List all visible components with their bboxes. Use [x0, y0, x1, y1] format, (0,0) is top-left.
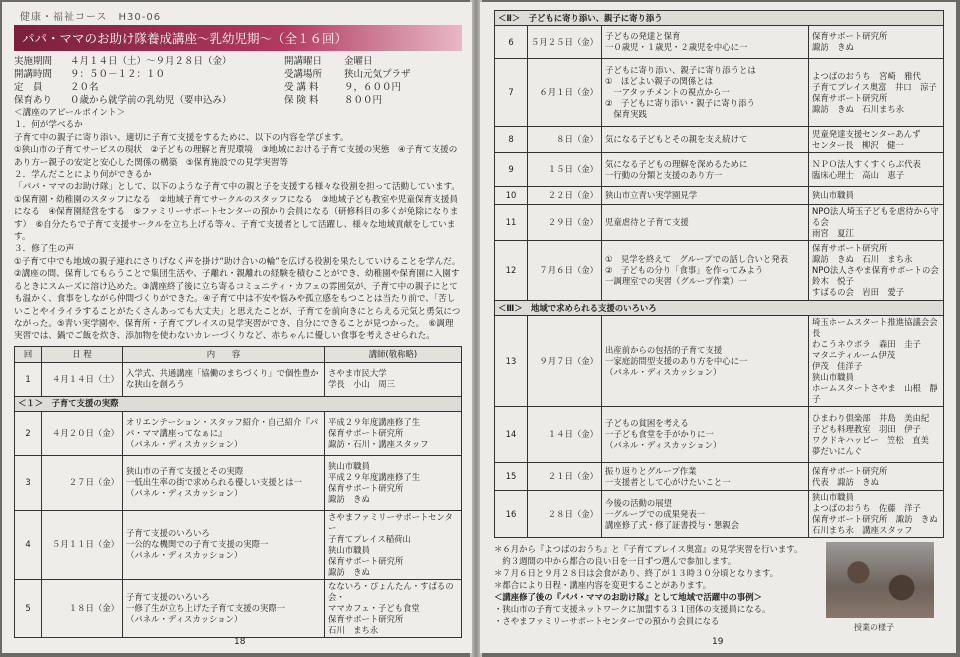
session-lecturer: 児童発達支援センターあんず センター長 柳沢 健一	[809, 127, 944, 153]
session-lecturer: 保育サポート研究所 諏訪 きぬ 石川 まち永 NPO法人さやま保育サポートの会 鈴木 悦子 すばるの会 岩田 愛子	[809, 241, 944, 301]
session-content: 入学式、共通講座「協働のまちづくり」で個性豊かな狭山を創ろう	[123, 362, 325, 396]
session-date: １４日（金）	[528, 407, 602, 463]
session-content: 気になる子どもの理解を深めるために 一行動の分類と支援のあり方一	[602, 153, 809, 187]
table-row	[495, 491, 944, 538]
session-lecturer: 狭山市職員 平成２９年度講座修了生 保育サポート研究所 諏訪 きぬ	[325, 455, 462, 510]
session-content: 子育て支援のいろいろ 一修了生が立ち上げた子育て支援の実際一 （パネル・ディスカッション）	[123, 579, 325, 637]
info-row	[14, 68, 284, 81]
session-date: ２７日（金）	[42, 455, 123, 510]
info-row	[284, 68, 411, 81]
note-line: ・狭山市の子育て支援ネットワークに加盟する３１団体の支援員になる。	[494, 604, 771, 614]
section-title: ＜Ⅱ＞ 子どもに寄り添い、親子に寄り添う	[495, 11, 944, 26]
session-no: 7	[495, 59, 528, 127]
table-row	[15, 579, 462, 637]
note-line: ＊７月６日と９月２８日は会食があり、終了が１３時３０分頃となります。	[494, 568, 779, 578]
class-photo	[826, 542, 934, 618]
session-content: 狭山市立青い実学園見学	[602, 187, 809, 205]
col-header-lecturer: 講師(敬称略)	[325, 346, 462, 362]
session-date: ６月１日（金）	[528, 59, 602, 127]
info-row	[14, 55, 284, 68]
info-key: 実施期間	[14, 56, 53, 67]
session-no: 5	[15, 579, 42, 637]
table-row	[15, 510, 462, 579]
appeal-paragraph: 子育て中の親子に寄り添い、適切に子育て支援をするために、以下の内容を学びます。	[14, 132, 349, 143]
session-no: 1	[15, 362, 42, 396]
session-lecturer: ＮＰＯ法人すくすくらぶ代表 臨床心理士 高山 恵子	[809, 153, 944, 187]
appeal-paragraph: ３．修了生の声	[14, 244, 75, 255]
info-key: 保 険 料	[284, 95, 319, 106]
page-right	[480, 2, 956, 653]
info-key: 受講場所	[284, 69, 323, 80]
table-row	[495, 463, 944, 491]
page-left	[2, 2, 472, 653]
schedule-table-right	[494, 10, 944, 538]
session-lecturer: 狭山市職員	[809, 187, 944, 205]
info-key: 定 員	[14, 82, 43, 93]
col-header-no: 回	[15, 346, 42, 362]
session-no: 16	[495, 491, 528, 538]
appeal-paragraph: ①子育て中でも地域の親子連れにさりげなく声を掛け“助け合いの輪”を広げる役割を果たしていけることを学んだ。②講座の間、保育してもらうことで集団生活や、子離れ・親離れの経験を積むことができ、幼稚園や保育園に入園するときにスムーズに溶け込めた。③講座終了後に立ち寄るコミュニティ・カフェの雰囲気が、子育て中の親子にとても温かく、食事をしながら仲間づくりができた。④子育て中は不安や悩みや孤立感をもつことは当たり前で、「苦しいことやイライラすることがたくさんあっても大丈夫」と思えたことが、子育てを前向きにとらえる元気と勇気につながった。⑤青い実学園や、保育所・子育てプレイスの見学実習ができ、自分にできることが見つかった。 ⑥調理実習では、鍋でご飯を炊き、添加物を使わないカレーづくりなど、赤ちゃんに優しい食事を考えさせられた。	[14, 256, 461, 342]
session-no: 15	[495, 463, 528, 491]
col-header-date: 日 程	[42, 346, 123, 362]
session-no: 12	[495, 241, 528, 301]
session-content: 子育て支援のいろいろ 一公的な機関での子育て支援の実際一 （パネル・ディスカッション）	[123, 510, 325, 579]
info-key: 開講時間	[14, 69, 53, 80]
session-date: １８日（金）	[42, 579, 123, 637]
section-title: ＜Ⅲ＞ 地域で求められる支援のいろいろ	[495, 301, 944, 316]
session-content: 気になる子どもとその親を支え続けて	[602, 127, 809, 153]
session-lecturer: NPO法人埼玉子どもを虐待から守る会 雨宮 夏江	[809, 205, 944, 241]
session-date: ２９日（金）	[528, 205, 602, 241]
session-content: 児童虐待と子育て支援	[602, 205, 809, 241]
appeal-paragraph: 「パパ・ママのお助け隊」として、以下のような子育て中の親と子を支援する様々な役割を担って活動しています。①保育園・幼稚園のスタッフになる ②地域子育てサークルのスタッフになる ③地域子ども教室や児童保育支援員になる ④保育園経営をする ⑤ファミリーサポートセンターの預かり会員になる（研修科目の多くが免除になります） ⑥自分たちで子育て支援サークルを立ち上げる等々、子育て支援者として活躍し、様々な地域貢献をしています。	[14, 182, 461, 243]
page-number: 18	[234, 637, 246, 647]
info-key: 保育あり	[14, 95, 53, 106]
info-row	[284, 55, 411, 68]
session-lecturer: 狭山市職員 よつばのおうち 佐藤 洋子 保育サポート研究所 諏訪 きぬ 石川まち永 講座スタッフ	[809, 491, 944, 538]
info-row	[14, 81, 284, 94]
section-title: ＜１＞ 子育て支援の実際	[15, 396, 462, 411]
note-line: ＊都合により日程・講座内容を変更することがあります。	[494, 580, 712, 590]
table-row	[495, 205, 944, 241]
appeal-paragraph: ２．学んだことにより何ができるか	[14, 170, 152, 181]
session-lecturer: 保育サポート研究所 代表 諏訪 きぬ	[809, 463, 944, 491]
table-row	[15, 455, 462, 510]
note-line: ・さやまファミリーサポートセンターでの預かり会員になる	[494, 616, 720, 626]
info-value: ９：５０－１２：１０	[70, 69, 166, 80]
session-no: 2	[15, 411, 42, 455]
info-value: 狭山元気プラザ	[344, 69, 411, 80]
session-date: ４月２０日（金）	[42, 411, 123, 455]
info-value: ０歳から就学前の乳幼児（要申込み）	[70, 95, 232, 106]
appeal-paragraph: ＜講座のアピールポイント＞	[14, 108, 126, 118]
session-content: 狭山市の子育て支援とその実際 一低出生率の街で求められる優しい支援とは一 （パネル・ディスカッション）	[123, 455, 325, 510]
session-content: オリエンテーション・スタッフ紹介・自己紹介『パパ・ママ講座ってなぁに』 （パネル・ディスカッション）	[123, 411, 325, 455]
info-row	[284, 81, 411, 94]
session-date: ２２日（金）	[528, 187, 602, 205]
session-no: 11	[495, 205, 528, 241]
info-key: 受 講 料	[284, 82, 319, 93]
appeal-points	[14, 107, 462, 343]
table-row	[495, 153, 944, 187]
session-no: 8	[495, 127, 528, 153]
session-lecturer: 保育サポート研究所 諏訪 きぬ	[809, 26, 944, 59]
course-label: 健康・福祉コース H30-06	[20, 12, 162, 23]
table-row	[15, 411, 462, 455]
session-content: 今後の活動の展望 一グループでの成果発表一 講座修了式・修了証書授与・懇親会	[602, 491, 809, 538]
table-row	[15, 362, 462, 396]
section-row	[15, 396, 462, 411]
session-date: ２８日（金）	[528, 491, 602, 538]
section-row	[495, 301, 944, 316]
info-left-column	[14, 55, 284, 107]
session-no: 10	[495, 187, 528, 205]
note-line: 約３週間の中から都合の良い日を一日ずつ選んで参加します。	[494, 556, 737, 566]
session-date: ２１日（金）	[528, 463, 602, 491]
info-value: ８００円	[344, 95, 383, 106]
session-date: １５日（金）	[528, 153, 602, 187]
table-header-row	[15, 346, 462, 362]
table-row	[495, 26, 944, 59]
appeal-paragraph: １．何が学べるか	[14, 120, 83, 131]
course-title-banner: パパ・ママのお助け隊養成講座～乳幼児期～（全１６回）	[14, 25, 462, 51]
course-info	[14, 55, 462, 107]
session-lecturer: 埼玉ホームスタート推進協議会会長 わこうネウボラ 森田 圭子 マタニティルーム伊茂 伊茂 佳洋子 狭山市職員 ホームスタートさやま 山根 靜子	[809, 316, 944, 407]
session-date: ５月２５日（金）	[528, 26, 602, 59]
session-lecturer: さやま市民大学 学長 小山 周三	[325, 362, 462, 396]
session-lecturer: ひまわり倶楽部 井島 美由紀 子ども料理教室 羽田 伊子 ワクドキハッピー 笠松 直美 夢だいにんぐ	[809, 407, 944, 463]
schedule-table-left	[14, 346, 462, 638]
session-no: 14	[495, 407, 528, 463]
session-no: 3	[15, 455, 42, 510]
info-value: ９，６００円	[344, 82, 402, 93]
session-content: 振り返りとグループ作業 一支援者として心がけたいこと一	[602, 463, 809, 491]
session-content: 子どもの発達と保育 一０歳児・１歳児・２歳児を中心に一	[602, 26, 809, 59]
info-row	[14, 94, 284, 107]
info-value: 金曜日	[344, 56, 373, 67]
table-row	[495, 241, 944, 301]
note-line: ＜講座修了後の『パパ・ママのお助け隊』として地域で活躍中の事例＞	[494, 592, 762, 602]
info-right-column	[284, 55, 411, 107]
photo-caption: 授業の様子	[854, 623, 894, 632]
session-date: ４月１４日（土）	[42, 362, 123, 396]
table-row	[495, 316, 944, 407]
session-content: ① 見学を終えて グループでの話し合いと発表 ② 子どもの分り「食事」を作ってみよう 一調理室での実習（グループ作業）一	[602, 241, 809, 301]
table-row	[495, 407, 944, 463]
info-value: ４月１４日（土）～９月２８日（金）	[70, 56, 232, 67]
info-row	[284, 94, 411, 107]
session-lecturer: なないろ・ぴょんたん・すばるの会・ ママカフェ・子ども食堂 保育サポート研究所 石川 まち永	[325, 579, 462, 637]
session-no: 6	[495, 26, 528, 59]
session-no: 9	[495, 153, 528, 187]
section-row	[495, 11, 944, 26]
session-date: ７月６日（金）	[528, 241, 602, 301]
session-no: 4	[15, 510, 42, 579]
appeal-paragraph: ①狭山市の子育てサービスの現状 ②子どもの理解と育児環境 ③地域における子育て支援の実態 ④子育て支援のあり方ー親子の安定と安心した関係の構築 ⑤保育施設での見学実習等	[14, 145, 458, 168]
table-row	[495, 127, 944, 153]
note-line: ＊６月から『よつばのおうち』と『子育てプレイス奥富』の見学実習を行います。	[494, 544, 803, 554]
session-content: 子どもの貧困を考える 一子ども食堂を手がかりに一 （パネル・ディスカッション）	[602, 407, 809, 463]
table-row	[495, 59, 944, 127]
session-lecturer: よつばのおうち 宮崎 雅代 子育てプレイス奥富 井口 涼子 保育サポート研究所 諏訪 きぬ 石川まち永	[809, 59, 944, 127]
session-lecturer: さやまファミリーサポートセンター 子育てプレイス稲荷山 狭山市職員 保育サポート研究所 諏訪 きぬ	[325, 510, 462, 579]
page-number: 19	[712, 637, 724, 647]
info-key: 開講曜日	[284, 56, 323, 67]
session-no: 13	[495, 316, 528, 407]
session-date: ８日（金）	[528, 127, 602, 153]
session-content: 子どもに寄り添い、親子に寄り添うとは ① ほどよい親子の関係とは 一アタッチメントの視点から一 ② 子どもに寄り添い・親子に寄り添う 保育実践	[602, 59, 809, 127]
info-value: ２０名	[70, 82, 99, 93]
session-content: 出産前からの包括的子育て支援 一家庭訪問型支援のあり方を中心に一 （パネル・ディスカッション）	[602, 316, 809, 407]
table-row	[495, 187, 944, 205]
session-date: ５月１１日（金）	[42, 510, 123, 579]
session-lecturer: 平成２９年度講座修了生 保育サポート研究所 諏訪・石川・講座スタッフ	[325, 411, 462, 455]
col-header-content: 内 容	[123, 346, 325, 362]
session-date: ９月７日（金）	[528, 316, 602, 407]
